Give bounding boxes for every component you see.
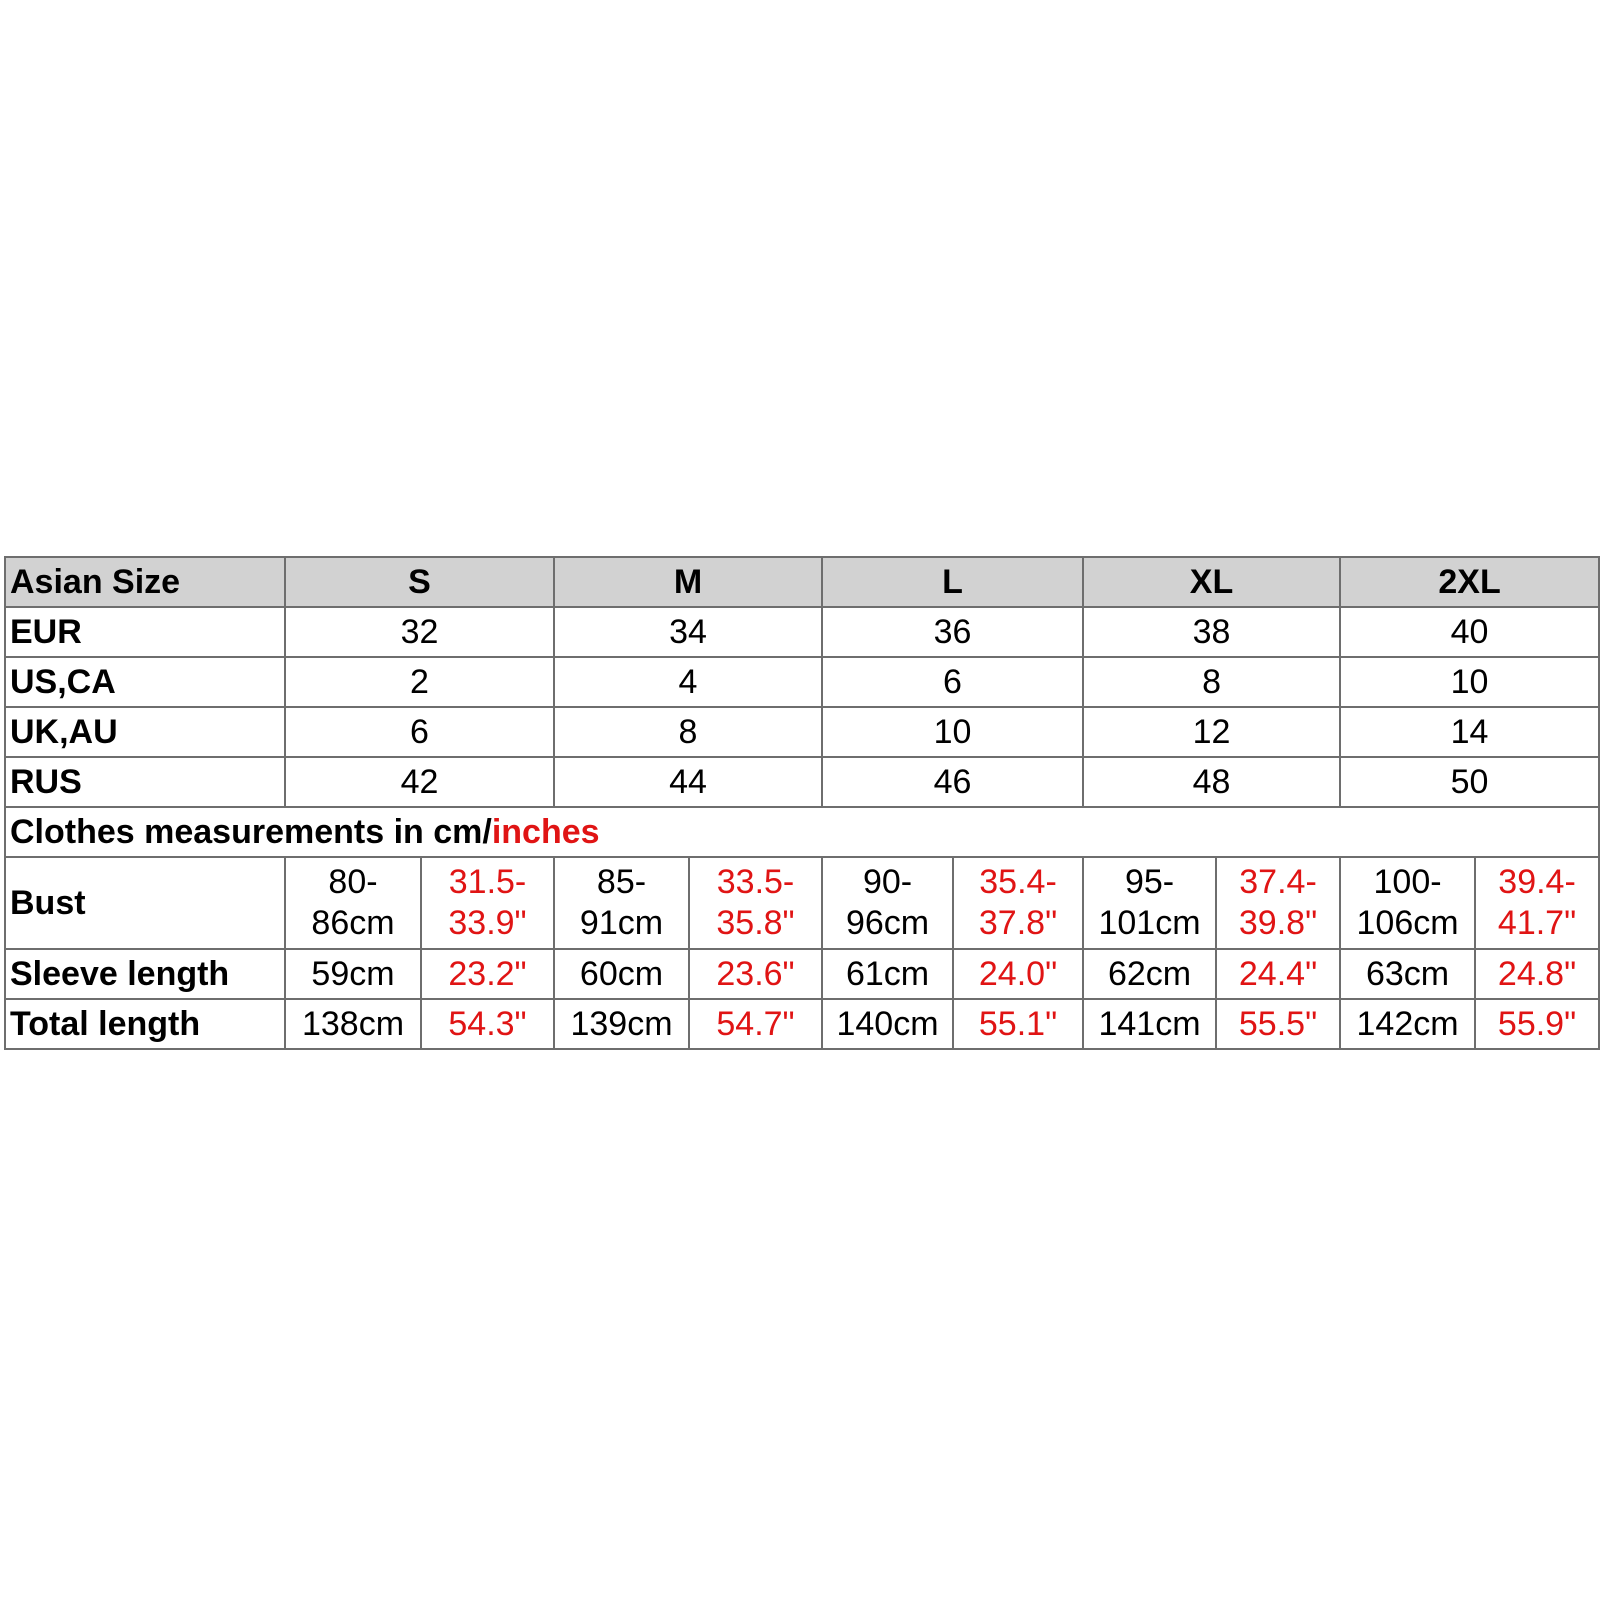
total-cm-s: 138cm <box>285 999 421 1049</box>
table-cell: 34 <box>554 607 822 657</box>
bust-cm-2xl <box>1340 857 1475 949</box>
sleeve-inch-s: 23.2" <box>421 949 554 999</box>
row-label: US,CA <box>5 657 285 707</box>
table-cell: 40 <box>1340 607 1599 657</box>
total-cm-xl: 141cm <box>1083 999 1216 1049</box>
table-cell: 12 <box>1083 707 1340 757</box>
size-header-s: S <box>285 557 554 607</box>
table-cell: 44 <box>554 757 822 807</box>
table-cell: 46 <box>822 757 1083 807</box>
bust-inch-l <box>953 857 1083 949</box>
table-cell: 6 <box>285 707 554 757</box>
sleeve-inch-m: 23.6" <box>689 949 822 999</box>
uk-au-row <box>5 707 1599 757</box>
table-cell: 48 <box>1083 757 1340 807</box>
measurements-title <box>5 807 1599 857</box>
rus-row <box>5 757 1599 807</box>
bust-cm-line1: 80- <box>328 863 378 902</box>
row-label: Total length <box>5 999 285 1049</box>
asian-size-label: Asian Size <box>5 557 285 607</box>
bust-cm-line2: 101cm <box>1098 904 1201 942</box>
row-label: EUR <box>5 607 285 657</box>
table-cell: 4 <box>554 657 822 707</box>
table-cell: 8 <box>1083 657 1340 707</box>
bust-inch-m <box>689 857 822 949</box>
eur-row <box>5 607 1599 657</box>
sleeve-inch-xl: 24.4" <box>1216 949 1340 999</box>
table-cell: 38 <box>1083 607 1340 657</box>
sleeve-inch-2xl: 24.8" <box>1475 949 1599 999</box>
row-label: RUS <box>5 757 285 807</box>
size-chart-table <box>4 556 1600 1050</box>
size-header-xl: XL <box>1083 557 1340 607</box>
table-cell: 8 <box>554 707 822 757</box>
sleeve-cm-l: 61cm <box>822 949 953 999</box>
bust-inch-xl <box>1216 857 1340 949</box>
bust-inch-line1: 37.4- <box>1239 863 1317 902</box>
bust-cm-xl <box>1083 857 1216 949</box>
total-inch-2xl: 55.9" <box>1475 999 1599 1049</box>
measurements-title-prefix: Clothes measurements in cm/ <box>10 812 492 851</box>
bust-inch-line1: 39.4- <box>1498 863 1576 902</box>
bust-inch-line2: 35.8" <box>716 904 795 942</box>
bust-inch-line1: 35.4- <box>979 863 1057 902</box>
table-cell: 50 <box>1340 757 1599 807</box>
row-label: Bust <box>5 857 285 949</box>
total-length-row <box>5 999 1599 1049</box>
size-header-m: M <box>554 557 822 607</box>
bust-inch-line2: 37.8" <box>978 904 1058 942</box>
bust-cm-line1: 85- <box>596 863 647 902</box>
sleeve-inch-l: 24.0" <box>953 949 1083 999</box>
sleeve-cm-m: 60cm <box>554 949 689 999</box>
sleeve-cm-s: 59cm <box>285 949 421 999</box>
table-cell: 6 <box>822 657 1083 707</box>
total-inch-l: 55.1" <box>953 999 1083 1049</box>
bust-cm-line2: 91cm <box>579 904 664 942</box>
row-label: UK,AU <box>5 707 285 757</box>
table-cell: 14 <box>1340 707 1599 757</box>
measurements-title-row <box>5 807 1599 857</box>
bust-inch-line2: 41.7" <box>1497 904 1577 942</box>
table-cell: 42 <box>285 757 554 807</box>
header-row <box>5 557 1599 607</box>
bust-inch-s <box>421 857 554 949</box>
bust-cm-line1: 90- <box>862 863 913 902</box>
row-label: Sleeve length <box>5 949 285 999</box>
size-header-2xl: 2XL <box>1340 557 1599 607</box>
total-inch-s: 54.3" <box>421 999 554 1049</box>
bust-cm-line1: 95- <box>1124 863 1175 902</box>
bust-cm-line1: 100- <box>1373 863 1442 902</box>
sleeve-cm-xl: 62cm <box>1083 949 1216 999</box>
bust-inch-line1: 33.5- <box>716 863 795 902</box>
bust-row <box>5 857 1599 949</box>
bust-inch-line2: 33.9" <box>448 904 527 942</box>
bust-cm-line2: 86cm <box>311 904 395 942</box>
table-cell: 36 <box>822 607 1083 657</box>
table-cell: 32 <box>285 607 554 657</box>
bust-cm-m <box>554 857 689 949</box>
bust-cm-line2: 96cm <box>845 904 930 942</box>
sleeve-length-row <box>5 949 1599 999</box>
bust-inch-2xl <box>1475 857 1599 949</box>
size-header-l: L <box>822 557 1083 607</box>
us-ca-row <box>5 657 1599 707</box>
measurements-title-inches: inches <box>491 812 600 851</box>
total-cm-2xl: 142cm <box>1340 999 1475 1049</box>
table-cell: 10 <box>822 707 1083 757</box>
total-cm-l: 140cm <box>822 999 953 1049</box>
total-inch-m: 54.7" <box>689 999 822 1049</box>
total-cm-m: 139cm <box>554 999 689 1049</box>
bust-cm-s <box>285 857 421 949</box>
bust-cm-line2: 106cm <box>1356 904 1459 942</box>
sleeve-cm-2xl: 63cm <box>1340 949 1475 999</box>
bust-cm-l <box>822 857 953 949</box>
table-cell: 10 <box>1340 657 1599 707</box>
bust-inch-line2: 39.8" <box>1238 904 1318 942</box>
total-inch-xl: 55.5" <box>1216 999 1340 1049</box>
table-cell: 2 <box>285 657 554 707</box>
bust-inch-line1: 31.5- <box>448 863 527 902</box>
